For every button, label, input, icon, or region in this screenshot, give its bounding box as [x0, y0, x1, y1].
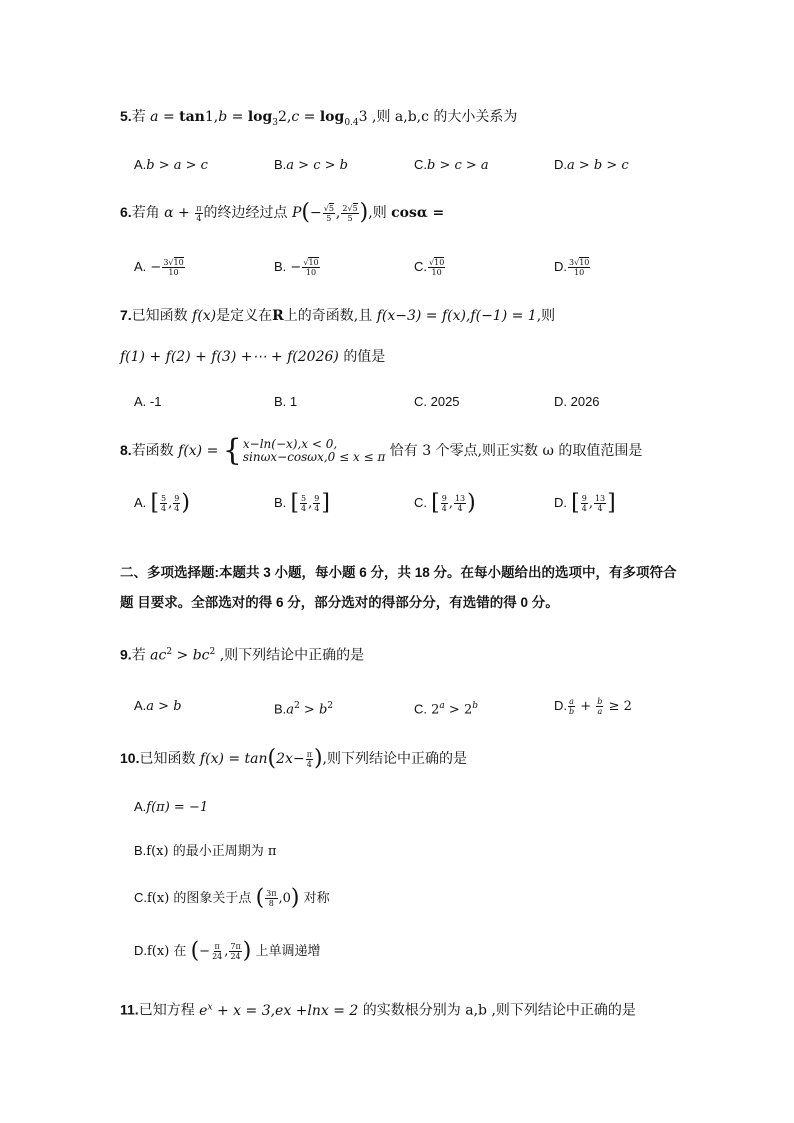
- q5-option-c: C.b > c > a: [414, 157, 489, 173]
- q6-option-d: D. $\frac{3√10}{10}$: [554, 258, 590, 277]
- question-5: 5.若 $a = \tan 1,b = \log_32,c = \log_{0.4}3$ ,则 a,b,c 的大小关系为: [120, 108, 518, 128]
- q6-option-c: C. $\frac{√10}{10}$: [414, 258, 445, 277]
- q10-option-c: C.f(x) 的图象关于点 ( $\frac{3\pi}{8}$ ,0) 对称: [134, 885, 330, 911]
- q5-option-a: A.b > a > c: [134, 157, 208, 173]
- section-2-heading: 二、多项选择题:本题共 3 小题，每小题 6 分，共 18 分。在每小题给出的选项中，有多项符合题 目要求。全部选对的得 6 分，部分选对的得部分分，有选错的得 0 分。: [120, 565, 677, 610]
- q7-option-a: A. -1: [134, 394, 162, 409]
- q10-option-b: B.f(x) 的最小正周期为 π: [134, 843, 277, 859]
- q8-option-a: A. [ $\frac{5}{4}$ , $\frac{9}{4}$ ): [134, 490, 190, 516]
- question-7-line-2: f(1) + f(2) + f(3) +⋯ + f(2026) 的值是: [120, 349, 386, 365]
- q7-option-c: C. 2025: [414, 394, 460, 409]
- question-7: 7.已知函数 f(x)是定义在R上的奇函数,且 f(x−3) = f(x),f(−1) = 1,则: [120, 307, 556, 324]
- question-11: 11.已知方程 $e^x + x = 3,ex +\ln x = 2$ 的实数根分别为 a,b ,则下列结论中正确的是: [120, 1001, 636, 1019]
- q7-option-b: B. 1: [274, 394, 298, 409]
- q8-option-d: D. [ $\frac{9}{4}$ , $\frac{13}{4}$ ]: [554, 490, 616, 516]
- question-9: 9.若 $ac^2 > bc^2$ ,则下列结论中正确的是: [120, 646, 365, 664]
- q9-option-a: A.a > b: [134, 698, 182, 714]
- q7-option-d: D. 2026: [554, 394, 600, 409]
- q9-option-b: $B.a^2 > b^2$: [274, 701, 334, 718]
- q9-option-c: C. $2^a > 2^b$: [414, 701, 478, 718]
- q6-option-b: B. − $\frac{√10}{10}$: [274, 258, 319, 277]
- question-10: 10.已知函数 f(x) = tan(2x− $\frac{\pi}{4}$ ),则下列结论中正确的是: [120, 746, 467, 771]
- q10-option-a: A.f(π) = −1: [134, 799, 209, 815]
- question-6: 6.若角 α + $\frac{\pi}{4}$ 的终边经过点 P(− $\frac{√5}{5}$ , $\frac{2√5}{5}$ ),则 cosα =: [120, 200, 445, 225]
- q5-option-d: D.a > b > c: [554, 157, 629, 173]
- q6-option-a: A. − $\frac{3√10}{10}$: [134, 258, 184, 277]
- q9-option-d: D. $\frac{a}{b}$ + $\frac{b}{a}$ ≥ 2: [554, 697, 632, 716]
- q5-option-b: B.a > c > b: [274, 157, 348, 173]
- q8-option-c: C. [ $\frac{9}{4}$ , $\frac{13}{4}$ ): [414, 490, 476, 516]
- q10-option-d: D.f(x) 在 (− $\frac{\pi}{24}$ , $\frac{7\pi}{24}$ ) 上单调递增: [134, 938, 321, 964]
- q8-option-b: B. [ $\frac{5}{4}$ , $\frac{9}{4}$ ]: [274, 490, 330, 516]
- question-8: 8.若函数 f(x) = { x−ln(−x),x < 0, sinωx−cosωx,0 ≤ x ≤ π 恰有 3 个零点,则正实数 ω 的取值范围是: [120, 433, 643, 468]
